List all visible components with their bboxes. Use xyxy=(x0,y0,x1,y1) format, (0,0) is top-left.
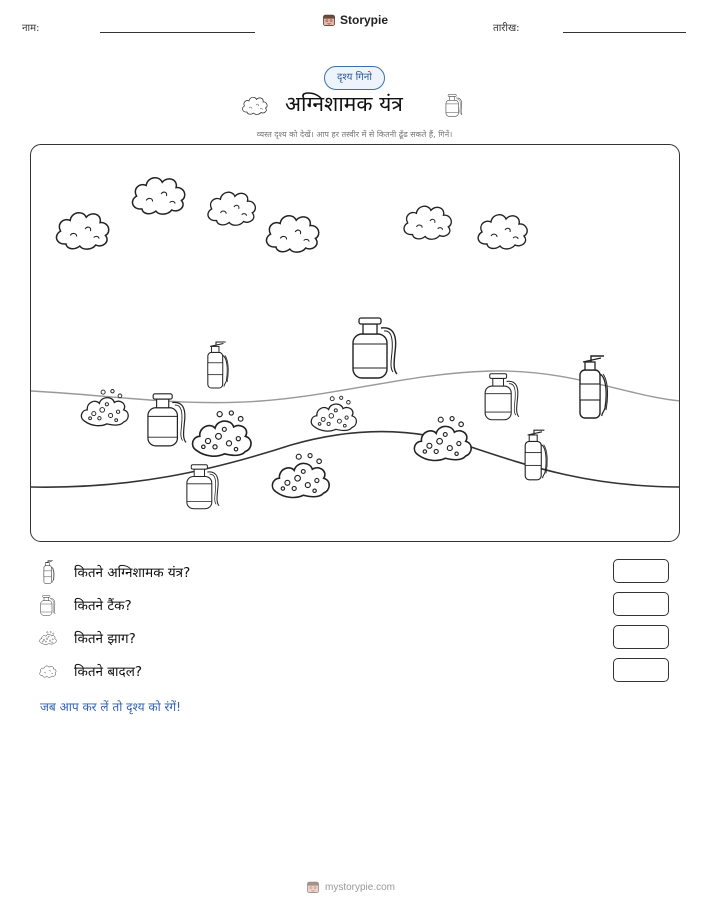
foam-icon xyxy=(272,454,329,498)
cloud-icon xyxy=(56,213,108,249)
footer-brand xyxy=(306,880,395,894)
cloud-icon xyxy=(478,215,527,249)
question-text: कितने टैंक? xyxy=(74,598,132,614)
answer-box[interactable] xyxy=(613,592,669,616)
gas-tank-icon xyxy=(353,318,397,378)
brand-name: Storypie xyxy=(340,13,389,27)
question-row xyxy=(38,626,136,650)
fire-extinguisher-icon xyxy=(208,342,228,388)
name-line[interactable] xyxy=(100,32,255,33)
mascot-icon xyxy=(322,13,336,27)
question-row xyxy=(38,593,132,617)
scene-drawing xyxy=(31,145,680,542)
cloud-icon xyxy=(266,216,318,252)
instruction-text: व्यस्त दृश्य को देखें। आप हर तस्वीर में से कितनी ढूँढ सकते हैं, गिनें। xyxy=(256,130,453,139)
answer-box[interactable] xyxy=(613,559,669,583)
date-line[interactable] xyxy=(563,32,686,33)
cloud-icon xyxy=(132,178,184,214)
fire-extinguisher-icon xyxy=(525,430,547,480)
gas-tank-icon xyxy=(443,90,465,120)
answer-box[interactable] xyxy=(613,658,669,682)
cloud-icon xyxy=(208,192,255,225)
cloud-icon xyxy=(38,659,58,683)
foam-icon xyxy=(311,396,356,431)
page-title: अग्निशामक यंत्र xyxy=(285,92,403,116)
question-text: कितने अग्निशामक यंत्र? xyxy=(74,565,191,581)
foam-icon xyxy=(38,626,58,650)
fire-extinguisher-icon xyxy=(580,356,608,418)
front-hill-line xyxy=(31,432,680,487)
gas-tank-icon xyxy=(38,593,58,617)
date-label: तारीख: xyxy=(493,23,520,34)
name-label: नाम: xyxy=(22,23,40,34)
question-text: कितने बादल? xyxy=(74,664,143,680)
answer-box[interactable] xyxy=(613,625,669,649)
question-row xyxy=(38,560,190,584)
brand-logo xyxy=(322,13,388,27)
scene-panel xyxy=(30,144,680,542)
mascot-icon xyxy=(306,880,320,894)
cloud-icon xyxy=(240,94,270,116)
cloud-icon xyxy=(404,206,451,239)
fire-extinguisher-icon xyxy=(38,560,58,584)
footer-url[interactable]: mystorypie.com xyxy=(325,881,396,893)
gas-tank-icon xyxy=(485,374,519,420)
question-text: कितने झाग? xyxy=(74,631,136,647)
worksheet-tag: दृश्य गिनो xyxy=(324,66,385,90)
question-row xyxy=(38,659,142,683)
coloring-note: जब आप कर लें तो दृश्य को रंगें! xyxy=(40,700,181,714)
foam-icon xyxy=(414,417,471,461)
foam-icon xyxy=(193,411,252,456)
